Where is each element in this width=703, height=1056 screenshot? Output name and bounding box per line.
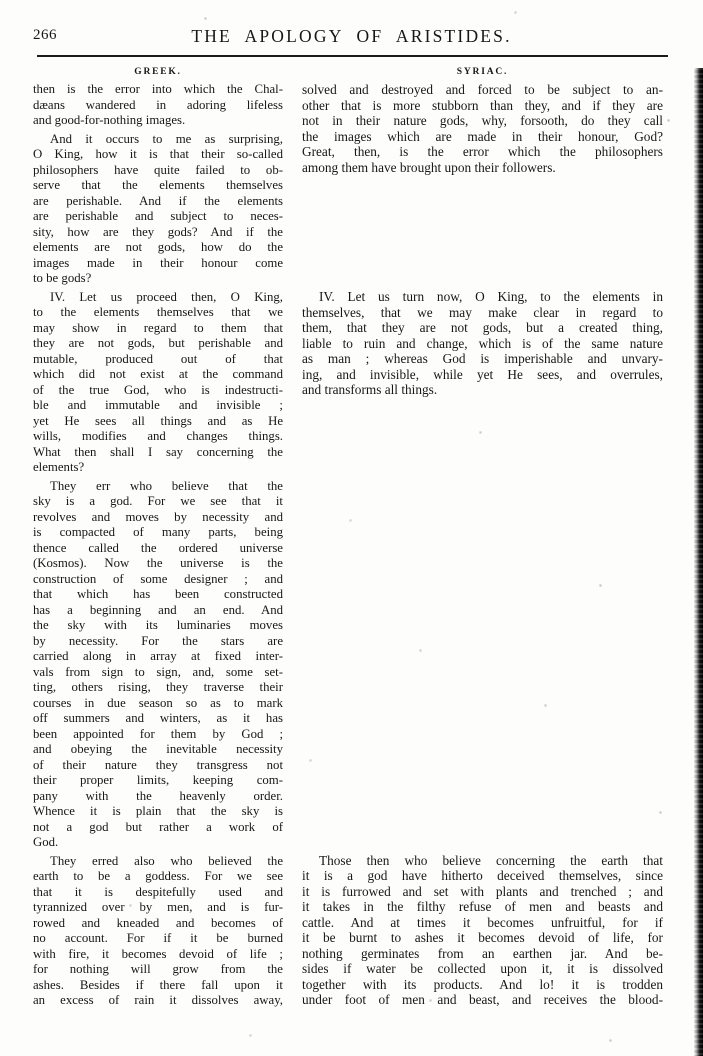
text-line: and obeying the inevitable necessity xyxy=(33,742,283,756)
text-line: it takes in the filthy refuse of men and beasts and xyxy=(302,899,663,914)
text-line: it is a god have hitherto deceived themselves, since xyxy=(302,868,663,883)
greek-column xyxy=(33,82,283,1009)
page-number: 266 xyxy=(33,27,57,43)
text-line: vals from sign to sign, and, some set- xyxy=(33,664,283,679)
text-line: Whence it is plain that the sky is xyxy=(33,804,283,818)
scan-noise xyxy=(0,0,1,1)
text-line: to the elements themselves that we xyxy=(33,305,283,319)
text-line: it be burnt to ashes it becomes devoid of life, for xyxy=(302,930,663,945)
text-line: by necessity. For the stars are xyxy=(33,633,283,648)
text-line: liable to ruin and change, which is of the same nature xyxy=(302,335,663,351)
text-line: has a beginning and an end. And xyxy=(33,602,283,617)
text-line: and transforms all things. xyxy=(302,382,438,397)
text-line: ashes. Besides if there fall upon it xyxy=(33,977,283,992)
text-line: And it occurs to me as surprising, xyxy=(50,131,283,146)
text-line: tyrannized over by men, and is fur- xyxy=(33,900,283,914)
text-line: that which has been constructed xyxy=(33,587,283,601)
text-line: sides if water be collected upon it, it is dissolved xyxy=(302,961,663,976)
text-line: ing, and invisible, while yet He sees, and overrules, xyxy=(302,366,663,382)
text-line: are perishable and subject to neces- xyxy=(33,209,283,223)
text-line: dæans wandered in adoring lifeless xyxy=(33,97,283,112)
text-line: other that is more stubborn than they, and if they are xyxy=(302,97,663,113)
text-line: the sky with its luminaries moves xyxy=(33,618,283,632)
text-line: the images which are made in their honour, God? xyxy=(302,128,663,144)
text-line: What then shall I say concerning the xyxy=(33,444,283,459)
text-line: which did not exist at the command xyxy=(33,367,283,381)
syriac-column xyxy=(302,82,663,1008)
text-line: no account. For if it be burned xyxy=(33,931,283,945)
text-line: and good-for-nothing images. xyxy=(33,113,186,127)
text-line: of the true God, who is indestructi- xyxy=(33,382,283,397)
text-line: serve that the elements themselves xyxy=(33,178,283,192)
text-line: sity, how are they gods? And if the xyxy=(33,224,283,239)
paragraph xyxy=(33,132,283,287)
text-line: pany with the heavenly order. xyxy=(33,788,283,803)
text-line: solved and destroyed and forced to be subject to an- xyxy=(302,82,663,97)
text-line: ble and immutable and invisible ; xyxy=(33,398,283,412)
text-line: cattle. And at times it becomes unfruitful, for if xyxy=(302,914,663,930)
text-line: themselves, that we may make clear in regard to xyxy=(302,304,663,320)
paragraph xyxy=(302,289,663,398)
text-line: not in their nature gods, why, forsooth, do they call xyxy=(302,113,663,128)
paragraph xyxy=(33,479,283,851)
book-edge-shadow xyxy=(694,68,703,1056)
text-line: mutable, produced out of that xyxy=(33,351,283,366)
text-line: rowed and kneaded and becomes of xyxy=(33,915,283,930)
text-line: nothing germinates from an earthen jar. And be- xyxy=(302,945,663,961)
text-line: it is furrowed and set with plants and trenched ; and xyxy=(302,883,663,899)
text-line: them, that they are not gods, but a created thing, xyxy=(302,320,663,335)
text-line: with fire, it becomes devoid of life ; xyxy=(33,946,283,961)
text-line: O King, how it is that their so-called xyxy=(33,147,283,161)
paragraph xyxy=(302,853,663,1008)
text-line: Great, then, is the error which the philosophers xyxy=(302,144,663,159)
text-line: then is the error into which the Chal- xyxy=(33,82,283,96)
text-line: sky is a god. For we see that it xyxy=(33,494,283,508)
text-line: They erred also who believed the xyxy=(50,853,283,868)
text-line: been appointed for them by God ; xyxy=(33,726,283,741)
text-line: Those then who believe concerning the earth that xyxy=(319,852,663,868)
text-line: their proper limits, keeping com- xyxy=(33,773,283,787)
text-line: to be gods? xyxy=(33,271,92,285)
text-line: carried along in array at fixed inter- xyxy=(33,649,283,663)
text-line: as man ; whereas God is imperishable and unvary- xyxy=(302,351,663,366)
text-line: thence called the ordered universe xyxy=(33,540,283,555)
text-line: may show in regard to them that xyxy=(33,320,283,335)
text-line: They err who believe that the xyxy=(50,478,283,493)
text-line: courses in due season so as to mark xyxy=(33,695,283,710)
text-line: elements are not gods, how do the xyxy=(33,240,283,254)
text-line: are perishable. And if the elements xyxy=(33,193,283,208)
paragraph xyxy=(33,290,283,476)
text-line: is compacted of many parts, being xyxy=(33,525,283,539)
page-title: THE APOLOGY OF ARISTIDES. xyxy=(191,26,512,46)
text-line: for nothing will grow from the xyxy=(33,962,283,976)
greek-column-header: GREEK. xyxy=(134,67,182,77)
text-line: among them have brought upon their followers. xyxy=(302,159,556,175)
header-rule xyxy=(37,55,668,57)
text-line: yet He sees all things and as He xyxy=(33,413,283,428)
text-line: off summers and winters, as it has xyxy=(33,711,283,725)
text-line: (Kosmos). Now the universe is the xyxy=(33,556,283,570)
text-line: IV. Let us turn now, O King, to the elements in xyxy=(319,289,663,304)
text-line: wills, modifies and changes things. xyxy=(33,429,283,443)
paragraph xyxy=(33,854,283,1009)
paragraph xyxy=(33,82,283,129)
text-line: construction of some designer ; and xyxy=(33,571,283,586)
text-line: under foot of men and beast, and receives the blood- xyxy=(302,992,663,1007)
text-line: not a god but rather a work of xyxy=(33,819,283,834)
text-line: of their nature they transgress not xyxy=(33,757,283,772)
text-line: IV. Let us proceed then, O King, xyxy=(50,289,283,304)
text-line: God. xyxy=(33,835,59,849)
text-line: that it is despitefully used and xyxy=(33,884,283,899)
text-line: an excess of rain it dissolves away, xyxy=(33,993,283,1007)
syriac-column-header: SYRIAC. xyxy=(456,67,509,77)
text-line: philosophers have quite failed to ob- xyxy=(33,162,283,177)
text-line: elements? xyxy=(33,460,85,474)
text-line: revolves and moves by necessity and xyxy=(33,509,283,524)
text-line: images made in their honour come xyxy=(33,255,283,270)
text-line: earth to be a goddess. For we see xyxy=(33,869,283,883)
text-line: ting, others rising, they traverse their xyxy=(33,680,283,694)
paragraph xyxy=(302,82,663,175)
text-line: they are not gods, but perishable and xyxy=(33,336,283,350)
text-line: together with its products. And lo! it is trodden xyxy=(302,976,663,992)
